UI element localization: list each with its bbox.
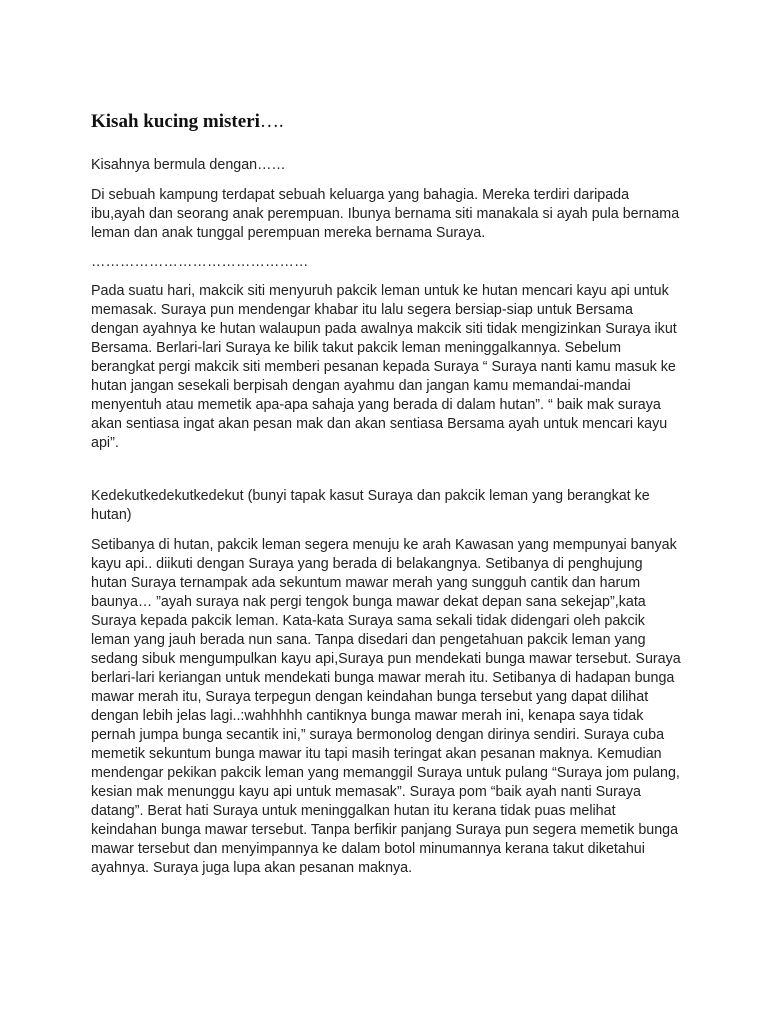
paragraph-footsteps: Kedekutkedekutkedekut (bunyi tapak kasut Suraya dan pakcik leman yang berangkat ke hutan) xyxy=(91,488,650,523)
document-body xyxy=(91,110,681,878)
paragraph-family: Di sebuah kampung terdapat sebuah keluarga yang bahagia. Mereka terdiri daripada ibu,ayah dan seorang anak perempuan. Ibunya bernama siti manakala si ayah pula bernama leman dan anak tunggal perempuan mereka bernama Suraya. xyxy=(91,187,680,241)
intro-line: Kisahnya bermula dengan…… xyxy=(91,157,286,173)
story-title-text: Kisah kucing misteri xyxy=(91,111,260,132)
dotted-separator: ……………………………………… xyxy=(91,254,309,270)
paragraph-firewood: Pada suatu hari, makcik siti menyuruh pakcik leman untuk ke hutan mencari kayu api untuk memasak. Suraya pun mendengar khabar itu lalu segera bersiap-siap untuk Bersama dengan ayahnya ke hutan walaupun pada awalnya makcik siti tidak mengizinkan Suraya ikut Bersama. Berlari-lari Suraya ke bilik takut pakcik leman meninggalkannya. Sebelum berangkat pergi makcik siti memberi pesanan kepada Suraya “ Suraya nanti kamu masuk ke hutan jangan sesekali berpisah dengan ayahmu dan jangan kamu memandai-mandai menyentuh atau memetik apa-apa sahaja yang berada di dalam hutan”. “ baik mak suraya akan sentiasa ingat akan pesan mak dan akan sentiasa Bersama ayah untuk mencari kayu api”. xyxy=(91,283,677,451)
story-title xyxy=(91,110,681,134)
story-title-ellipsis: …. xyxy=(259,111,284,132)
paragraph-forest: Setibanya di hutan, pakcik leman segera menuju ke arah Kawasan yang mempunyai banyak kayu api.. diikuti dengan Suraya yang berada di belakangnya. Setibanya di penghujung hutan Suraya ternampak ada sekuntum mawar merah yang sungguh cantik dan harum baunya… ”ayah suraya nak pergi tengok bunga mawar dekat depan sana sekejap”,kata Suraya kepada pakcik leman. Kata-kata Suraya sama sekali tidak didengari oleh pakcik leman yang jauh berada nun sana. Tanpa disedari dan pengetahuan pakcik leman yang sedang sibuk mengumpulkan kayu api,Suraya pun mendekati bunga mawar tersebut. Suraya berlari-lari keriangan untuk mendekati bunga mawar merah itu. Setibanya di hadapan bunga mawar merah itu, Suraya terpegun dengan keindahan bunga tersebut yang dapat dilihat dengan lebih jelas lagi..:wahhhhh cantiknya bunga mawar merah ini, kenapa saya tidak pernah jumpa bunga secantik ini,” suraya bermonolog dengan dirinya sendiri. Suraya cuba memetik sekuntum bunga mawar itu tapi masih teringat akan pesanan maknya. Kemudian mendengar pekikan pakcik leman yang memanggil Suraya untuk pulang “Suraya jom pulang, kesian mak menunggu kayu api untuk memasak”. Suraya pom “baik ayah nanti Suraya datang”. Berat hati Suraya untuk meninggalkan hutan itu kerana tidak puas melihat keindahan bunga mawar tersebut. Tanpa berfikir panjang Suraya pun segera memetik bunga mawar tersebut dan menyimpannya ke dalam botol minumannya kerana takut diketahui ayahnya. Suraya juga lupa akan pesanan maknya. xyxy=(91,537,681,876)
